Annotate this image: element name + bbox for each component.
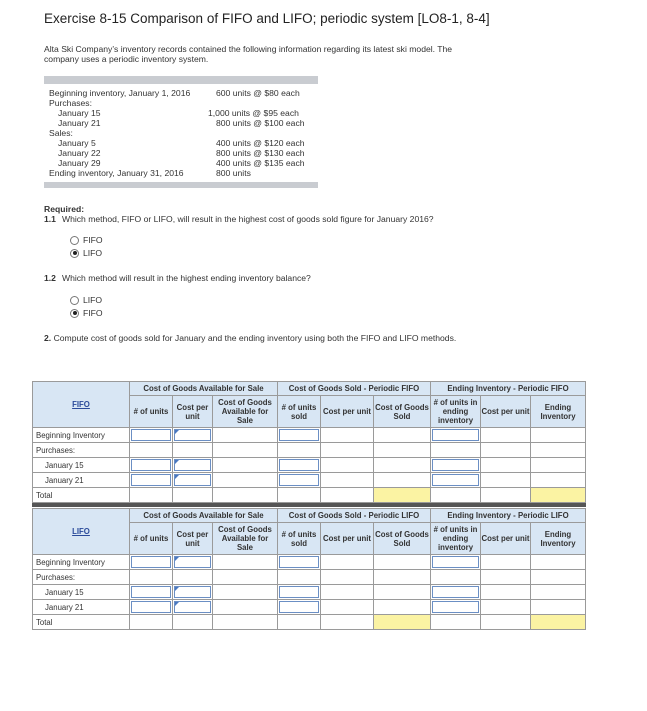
group-header: Cost of Goods Sold - Periodic FIFO — [278, 382, 431, 396]
group-header: Ending Inventory - Periodic LIFO — [431, 509, 586, 523]
empty-cell — [321, 473, 374, 488]
row-label: January 15 — [33, 585, 130, 600]
empty-cell — [431, 615, 481, 630]
page-title: Exercise 8-15 Comparison of FIFO and LIFO; periodic system [LO8-1, 8-4] — [44, 11, 490, 26]
empty-cell — [213, 428, 278, 443]
empty-cell — [321, 443, 374, 458]
row-label: January 21 — [33, 600, 130, 615]
units-sold-input[interactable] — [278, 600, 321, 615]
info-value: 800 units — [216, 168, 251, 178]
row-label: Total — [33, 615, 130, 630]
cost-per-unit-input[interactable] — [173, 555, 213, 570]
radio-option[interactable] — [70, 235, 103, 245]
empty-cell — [213, 570, 278, 585]
empty-cell — [481, 585, 531, 600]
total-ending-inventory-cell — [531, 615, 586, 630]
fifo-worksheet — [32, 381, 586, 507]
cost-per-unit-input[interactable] — [173, 473, 213, 488]
info-value: 1,000 units @ $95 each — [208, 108, 299, 118]
method-label: FIFO — [33, 382, 130, 428]
group-header: Cost of Goods Available for Sale — [130, 509, 278, 523]
row-label: Beginning Inventory — [33, 555, 130, 570]
total-cogs-cell — [374, 488, 431, 503]
method-label: LIFO — [33, 509, 130, 555]
empty-cell — [321, 585, 374, 600]
radio-label: LIFO — [83, 295, 103, 305]
units-sold-input[interactable] — [278, 428, 321, 443]
empty-cell — [431, 443, 481, 458]
ending-units-input[interactable] — [431, 585, 481, 600]
empty-cell — [531, 473, 586, 488]
intro-text: Alta Ski Company’s inventory records contained the following information regarding its latest ski model. The company uses a periodic inventory system. — [44, 44, 453, 64]
empty-cell — [278, 488, 321, 503]
units-input[interactable] — [130, 458, 173, 473]
question-2 — [44, 333, 464, 343]
units-input[interactable] — [130, 555, 173, 570]
table-row — [33, 570, 586, 585]
total-ending-inventory-cell — [531, 488, 586, 503]
question-1-2 — [44, 273, 311, 283]
column-header: Cost of Goods Available for Sale — [213, 396, 278, 428]
cost-per-unit-input[interactable] — [173, 600, 213, 615]
column-header: Cost per unit — [481, 523, 531, 555]
radio-label: LIFO — [83, 248, 103, 258]
empty-cell — [531, 428, 586, 443]
ending-units-input[interactable] — [431, 458, 481, 473]
empty-cell — [531, 555, 586, 570]
radio-option[interactable] — [70, 248, 102, 258]
info-label: January 22 — [58, 148, 101, 158]
row-label: Total — [33, 488, 130, 503]
column-header: Cost of Goods Sold — [374, 396, 431, 428]
empty-cell — [213, 458, 278, 473]
empty-cell — [173, 488, 213, 503]
empty-cell — [213, 600, 278, 615]
empty-cell — [213, 473, 278, 488]
units-input[interactable] — [130, 428, 173, 443]
table-row — [33, 488, 586, 503]
total-cogs-cell — [374, 615, 431, 630]
empty-cell — [173, 443, 213, 458]
table-row — [33, 443, 586, 458]
units-sold-input[interactable] — [278, 473, 321, 488]
empty-cell — [481, 555, 531, 570]
question-number: 1.1 — [44, 214, 56, 224]
info-value: 800 units @ $130 each — [216, 148, 305, 158]
empty-cell — [213, 488, 278, 503]
empty-cell — [531, 570, 586, 585]
table-separator — [33, 503, 586, 507]
ending-units-input[interactable] — [431, 555, 481, 570]
info-label: Sales: — [49, 128, 73, 138]
empty-cell — [321, 555, 374, 570]
column-header: Cost per unit — [321, 523, 374, 555]
empty-cell — [481, 600, 531, 615]
empty-cell — [374, 458, 431, 473]
question-text: Which method, FIFO or LIFO, will result in the highest cost of goods sold figure for January 2016? — [61, 214, 434, 224]
inventory-info-box — [44, 76, 318, 188]
cost-per-unit-input[interactable] — [173, 585, 213, 600]
empty-cell — [321, 488, 374, 503]
info-label: January 29 — [58, 158, 101, 168]
separator-cell — [33, 503, 586, 507]
empty-cell — [481, 473, 531, 488]
radio-button[interactable] — [70, 296, 79, 305]
ending-units-input[interactable] — [431, 428, 481, 443]
row-label: January 15 — [33, 458, 130, 473]
info-value: 600 units @ $80 each — [216, 88, 300, 98]
empty-cell — [130, 443, 173, 458]
column-header: Cost per unit — [173, 396, 213, 428]
empty-cell — [531, 600, 586, 615]
table-row — [33, 428, 586, 443]
column-header: # of units sold — [278, 523, 321, 555]
table-row — [33, 473, 586, 488]
column-header: Cost per unit — [481, 396, 531, 428]
empty-cell — [321, 458, 374, 473]
column-header: Ending Inventory — [531, 523, 586, 555]
empty-cell — [374, 443, 431, 458]
row-label: January 21 — [33, 473, 130, 488]
question-1-1 — [44, 214, 434, 224]
empty-cell — [321, 615, 374, 630]
empty-cell — [374, 570, 431, 585]
table-row — [33, 600, 586, 615]
table-row — [33, 458, 586, 473]
empty-cell — [173, 615, 213, 630]
empty-cell — [213, 615, 278, 630]
column-header: # of units sold — [278, 396, 321, 428]
units-input[interactable] — [130, 473, 173, 488]
empty-cell — [321, 428, 374, 443]
column-header: Cost of Goods Available for Sale — [213, 523, 278, 555]
ending-units-input[interactable] — [431, 600, 481, 615]
radio-option[interactable] — [70, 308, 103, 318]
units-input[interactable] — [130, 600, 173, 615]
info-label: Ending inventory, January 31, 2016 — [49, 168, 184, 178]
empty-cell — [374, 555, 431, 570]
group-header: Cost of Goods Available for Sale — [130, 382, 278, 396]
radio-option[interactable] — [70, 295, 102, 305]
radio-button[interactable] — [70, 236, 79, 245]
question-text: Compute cost of goods sold for January and the ending inventory using both the FIFO and LIFO methods. — [53, 333, 457, 343]
info-value: 400 units @ $135 each — [216, 158, 305, 168]
empty-cell — [531, 443, 586, 458]
empty-cell — [531, 585, 586, 600]
radio-label: FIFO — [83, 308, 103, 318]
cost-per-unit-input[interactable] — [173, 458, 213, 473]
info-value: 800 units @ $100 each — [216, 118, 305, 128]
empty-cell — [374, 473, 431, 488]
empty-cell — [481, 570, 531, 585]
question-text: Which method will result in the highest ending inventory balance? — [61, 273, 311, 283]
units-sold-input[interactable] — [278, 555, 321, 570]
column-header: Cost per unit — [321, 396, 374, 428]
radio-button[interactable] — [70, 309, 79, 318]
column-header: Cost per unit — [173, 523, 213, 555]
empty-cell — [374, 600, 431, 615]
radio-button[interactable] — [70, 249, 79, 258]
empty-cell — [213, 585, 278, 600]
required-heading: Required: — [44, 204, 85, 214]
empty-cell — [481, 615, 531, 630]
empty-cell — [431, 488, 481, 503]
empty-cell — [130, 488, 173, 503]
empty-cell — [213, 443, 278, 458]
column-header: # of units — [130, 523, 173, 555]
units-sold-input[interactable] — [278, 458, 321, 473]
empty-cell — [321, 570, 374, 585]
row-label: Purchases: — [33, 570, 130, 585]
column-header: # of units in ending inventory — [431, 396, 481, 428]
empty-cell — [374, 585, 431, 600]
empty-cell — [173, 570, 213, 585]
empty-cell — [321, 600, 374, 615]
column-header: Cost of Goods Sold — [374, 523, 431, 555]
units-sold-input[interactable] — [278, 585, 321, 600]
radio-label: FIFO — [83, 235, 103, 245]
group-header: Ending Inventory - Periodic FIFO — [431, 382, 586, 396]
column-header: # of units in ending inventory — [431, 523, 481, 555]
question-number: 1.2 — [44, 273, 56, 283]
info-label: January 21 — [58, 118, 101, 128]
empty-cell — [130, 615, 173, 630]
empty-cell — [481, 428, 531, 443]
column-header: Ending Inventory — [531, 396, 586, 428]
empty-cell — [481, 443, 531, 458]
cost-per-unit-input[interactable] — [173, 428, 213, 443]
info-label: Purchases: — [49, 98, 92, 108]
row-label: Beginning Inventory — [33, 428, 130, 443]
info-label: January 5 — [58, 138, 96, 148]
empty-cell — [481, 458, 531, 473]
empty-cell — [481, 488, 531, 503]
empty-cell — [531, 458, 586, 473]
empty-cell — [278, 615, 321, 630]
row-label: Purchases: — [33, 443, 130, 458]
table-row — [33, 585, 586, 600]
units-input[interactable] — [130, 585, 173, 600]
group-header: Cost of Goods Sold - Periodic LIFO — [278, 509, 431, 523]
empty-cell — [431, 570, 481, 585]
question-number: 2. — [44, 333, 52, 343]
empty-cell — [374, 428, 431, 443]
table-row — [33, 615, 586, 630]
empty-cell — [278, 443, 321, 458]
empty-cell — [130, 570, 173, 585]
lifo-worksheet — [32, 508, 586, 630]
empty-cell — [278, 570, 321, 585]
info-label: Beginning inventory, January 1, 2016 — [49, 88, 191, 98]
info-value: 400 units @ $120 each — [216, 138, 305, 148]
ending-units-input[interactable] — [431, 473, 481, 488]
column-header: # of units — [130, 396, 173, 428]
info-label: January 15 — [58, 108, 101, 118]
empty-cell — [213, 555, 278, 570]
table-row — [33, 555, 586, 570]
